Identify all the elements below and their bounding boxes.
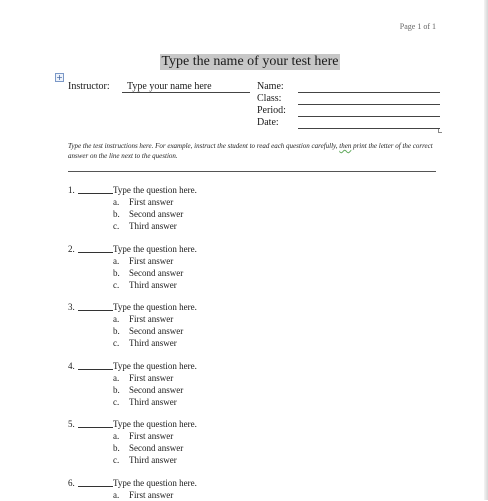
period-line[interactable] bbox=[298, 116, 440, 117]
table-move-handle-icon[interactable]: + bbox=[56, 73, 63, 82]
answer-letter: a. bbox=[113, 255, 120, 266]
answer-text[interactable]: First answer bbox=[129, 314, 174, 324]
answer-blank-line[interactable] bbox=[78, 301, 113, 311]
question-number: 3. bbox=[68, 302, 75, 312]
answer-letter: c. bbox=[113, 279, 120, 290]
question-row bbox=[68, 360, 448, 372]
answer-blank-line[interactable] bbox=[78, 418, 113, 428]
answer-text[interactable]: Third answer bbox=[129, 338, 177, 348]
answer-letter: c. bbox=[113, 221, 120, 231]
question-item bbox=[68, 477, 448, 501]
answer-option bbox=[68, 337, 448, 349]
answer-text[interactable]: First answer bbox=[129, 255, 174, 266]
answer-text[interactable]: Second answer bbox=[129, 267, 184, 278]
instructions-divider bbox=[68, 171, 436, 172]
question-item bbox=[68, 184, 448, 232]
answer-option bbox=[68, 372, 448, 384]
answer-option bbox=[68, 325, 448, 337]
question-number: 5. bbox=[68, 419, 75, 429]
answer-letter: c. bbox=[113, 455, 120, 465]
page-edge-shadow bbox=[484, 0, 488, 500]
class-line[interactable] bbox=[298, 104, 440, 105]
answer-letter: b. bbox=[113, 384, 120, 395]
answer-blank-line[interactable] bbox=[78, 477, 113, 487]
answer-letter: a. bbox=[113, 197, 120, 207]
instructor-label: Instructor: bbox=[68, 81, 110, 92]
answer-option bbox=[68, 267, 448, 279]
answer-option bbox=[68, 430, 448, 442]
answer-option bbox=[68, 208, 448, 220]
question-row bbox=[68, 418, 448, 430]
answer-option bbox=[68, 489, 448, 501]
question-text[interactable]: Type the question here. bbox=[113, 243, 197, 254]
answer-letter: b. bbox=[113, 326, 120, 336]
answer-option bbox=[68, 196, 448, 208]
answer-option bbox=[68, 442, 448, 454]
answer-text[interactable]: Second answer bbox=[129, 384, 184, 395]
answer-text[interactable]: Second answer bbox=[129, 209, 184, 219]
answer-option bbox=[68, 255, 448, 267]
name-line[interactable] bbox=[298, 92, 440, 93]
question-number: 6. bbox=[68, 477, 75, 488]
answer-blank-line[interactable] bbox=[78, 184, 113, 194]
question-item bbox=[68, 243, 448, 291]
answer-text[interactable]: Second answer bbox=[129, 326, 184, 336]
answer-text[interactable]: First answer bbox=[129, 431, 174, 441]
answer-option bbox=[68, 384, 448, 396]
answer-letter: b. bbox=[113, 443, 120, 453]
question-text[interactable]: Type the question here. bbox=[113, 302, 197, 312]
question-number: 1. bbox=[68, 185, 75, 195]
instructor-name-field[interactable]: Type your name here bbox=[127, 81, 212, 92]
answer-text[interactable]: First answer bbox=[129, 372, 174, 383]
answer-text[interactable]: First answer bbox=[129, 489, 174, 500]
answer-letter: a. bbox=[113, 372, 120, 383]
answer-letter: b. bbox=[113, 209, 120, 219]
period-label: Period: bbox=[257, 105, 286, 116]
cell-end-marker bbox=[438, 129, 442, 133]
answer-letter: a. bbox=[113, 314, 120, 324]
answer-letter: b. bbox=[113, 267, 120, 278]
answer-text[interactable]: Third answer bbox=[129, 396, 177, 407]
spelling-error-word: then bbox=[339, 142, 352, 150]
answer-blank-line[interactable] bbox=[78, 243, 113, 253]
question-row bbox=[68, 243, 448, 255]
answer-option bbox=[68, 396, 448, 408]
answer-letter: a. bbox=[113, 431, 120, 441]
answer-text[interactable]: Third answer bbox=[129, 279, 177, 290]
date-line[interactable] bbox=[298, 128, 440, 129]
answer-text[interactable]: Third answer bbox=[129, 455, 177, 465]
question-text[interactable]: Type the question here. bbox=[113, 360, 197, 371]
answer-text[interactable]: First answer bbox=[129, 197, 174, 207]
answer-text[interactable]: Second answer bbox=[129, 443, 184, 453]
answer-letter: c. bbox=[113, 396, 120, 407]
answer-option bbox=[68, 279, 448, 291]
question-item bbox=[68, 301, 448, 349]
instructions-text: Type the test instructions here. For example, instruct the student to read each question carefully, bbox=[68, 142, 340, 150]
answer-letter: a. bbox=[113, 489, 120, 500]
question-number: 2. bbox=[68, 243, 75, 254]
answer-blank-line[interactable] bbox=[78, 360, 113, 370]
page-number: Page 1 of 1 bbox=[399, 22, 436, 31]
answer-option bbox=[68, 313, 448, 325]
answer-option bbox=[68, 220, 448, 232]
answer-text[interactable]: Third answer bbox=[129, 221, 177, 231]
question-item bbox=[68, 418, 448, 466]
question-number: 4. bbox=[68, 360, 75, 371]
name-label: Name: bbox=[257, 81, 284, 92]
date-label: Date: bbox=[257, 117, 279, 128]
question-text[interactable]: Type the question here. bbox=[113, 185, 197, 195]
answer-letter: c. bbox=[113, 338, 120, 348]
class-label: Class: bbox=[257, 93, 282, 104]
test-instructions[interactable] bbox=[68, 141, 440, 161]
question-row bbox=[68, 184, 448, 196]
instructions-text-end: print the letter of the correct answer on the line next to the question. bbox=[68, 142, 433, 160]
question-text[interactable]: Type the question here. bbox=[113, 477, 197, 488]
question-item bbox=[68, 360, 448, 408]
test-title[interactable]: Type the name of your test here bbox=[161, 54, 339, 69]
question-row bbox=[68, 301, 448, 313]
answer-option bbox=[68, 454, 448, 466]
question-row bbox=[68, 477, 448, 489]
question-text[interactable]: Type the question here. bbox=[113, 419, 197, 429]
